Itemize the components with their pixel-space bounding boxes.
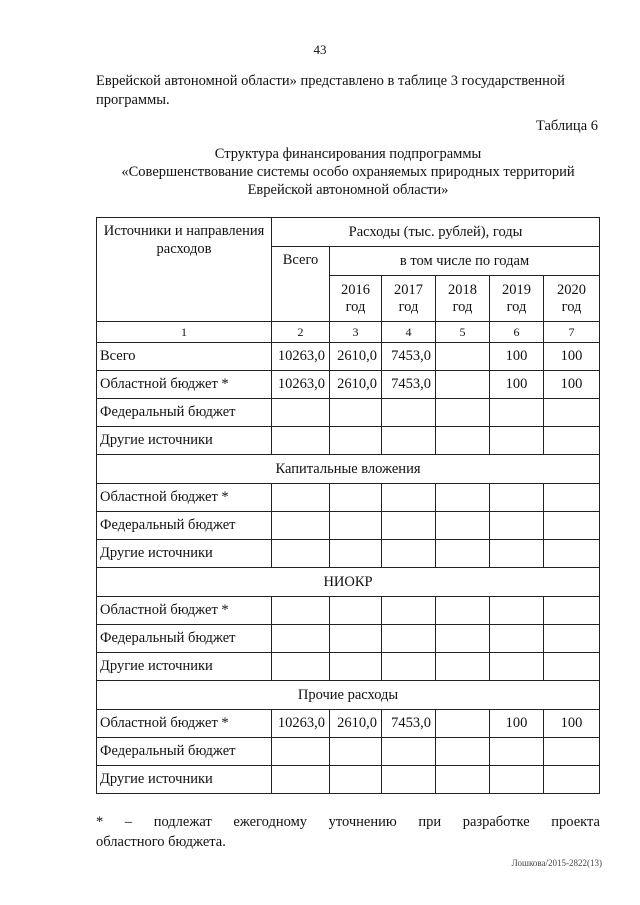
table-cell: [544, 766, 600, 794]
table-row: [97, 427, 600, 455]
column-numbers-row: [97, 322, 600, 343]
table-cell: [272, 625, 330, 653]
table-cell: [490, 738, 544, 766]
footnote-word: подлежат: [153, 814, 212, 830]
column-number: 2: [272, 322, 330, 343]
table-cell: [436, 597, 490, 625]
financing-table: [96, 217, 600, 794]
table-cell: [544, 625, 600, 653]
caption-line: Структура финансирования подпрограммы: [214, 146, 482, 162]
table-cell: [382, 653, 436, 681]
footnote-word: при: [418, 814, 442, 830]
header-expenses: Расходы (тыс. рублей), годы: [272, 218, 600, 247]
column-number: 5: [436, 322, 490, 343]
table-cell: 10263,0: [272, 710, 330, 738]
footnote-line: областного бюджета.: [96, 834, 226, 850]
table-cell: [272, 484, 330, 512]
table-cell: [382, 625, 436, 653]
header-year: 2020 год: [544, 276, 600, 322]
header-year: 2016 год: [330, 276, 382, 322]
table-cell: [544, 512, 600, 540]
table-row: [97, 371, 600, 399]
table-cell: 7453,0: [382, 343, 436, 371]
table-cell: [330, 625, 382, 653]
table-cell: 100: [544, 710, 600, 738]
table-cell: [330, 427, 382, 455]
table-cell: [544, 597, 600, 625]
table-cell: [382, 540, 436, 568]
table-cell: [382, 484, 436, 512]
footnote-word: –: [124, 814, 133, 830]
table-cell: 100: [544, 343, 600, 371]
table-cell: [436, 399, 490, 427]
table-label: Таблица 6: [535, 118, 598, 134]
column-number: 6: [490, 322, 544, 343]
table-cell: [436, 653, 490, 681]
table-cell: [272, 540, 330, 568]
header-total: Всего: [272, 247, 330, 322]
table-cell: 2610,0: [330, 371, 382, 399]
table-cell: 10263,0: [272, 371, 330, 399]
table-cell: [330, 653, 382, 681]
footnote-word: уточнению: [328, 814, 397, 830]
table-cell: [382, 597, 436, 625]
column-number: 3: [330, 322, 382, 343]
table-cell: 100: [544, 371, 600, 399]
intro-line: программы.: [96, 92, 170, 108]
table-row: [97, 597, 600, 625]
table-cell: [272, 427, 330, 455]
row-label: Областной бюджет *: [97, 371, 272, 399]
table-cell: 100: [490, 371, 544, 399]
table-row: [97, 484, 600, 512]
table-cell: 7453,0: [382, 710, 436, 738]
footnote-word: проекта: [551, 814, 600, 830]
footnote-line: [96, 812, 600, 832]
table-cell: 2610,0: [330, 343, 382, 371]
table-cell: [436, 427, 490, 455]
table-cell: [544, 399, 600, 427]
row-label: Другие источники: [97, 540, 272, 568]
table-cell: [272, 653, 330, 681]
header-year: 2019 год: [490, 276, 544, 322]
table-row: [97, 540, 600, 568]
table-row: [97, 653, 600, 681]
table-cell: [330, 399, 382, 427]
table-cell: [272, 399, 330, 427]
intro-line: Еврейской автономной области» представлено в таблице 3 государственной: [96, 73, 565, 89]
table-cell: [330, 738, 382, 766]
row-label: Другие источники: [97, 653, 272, 681]
section-header-row: [97, 455, 600, 484]
table-cell: [330, 484, 382, 512]
caption-line: «Совершенствование системы особо охраняемых природных территорий: [121, 164, 575, 180]
row-label: Областной бюджет *: [97, 597, 272, 625]
table-row: [97, 625, 600, 653]
table-cell: [490, 484, 544, 512]
table-cell: [382, 766, 436, 794]
table-cell: [436, 512, 490, 540]
table-cell: [490, 512, 544, 540]
table-cell: 7453,0: [382, 371, 436, 399]
table-cell: [272, 738, 330, 766]
document-stamp: Лошкова/2015-2822(13): [511, 858, 602, 868]
table-cell: [436, 625, 490, 653]
table-cell: [382, 738, 436, 766]
table-cell: [272, 766, 330, 794]
header-source: Источники и направления расходов: [97, 218, 272, 322]
table-caption: [96, 145, 600, 199]
row-label: Федеральный бюджет: [97, 738, 272, 766]
table-row: [97, 766, 600, 794]
table-cell: [436, 738, 490, 766]
row-label: Другие источники: [97, 427, 272, 455]
table-cell: [544, 653, 600, 681]
row-label: Областной бюджет *: [97, 484, 272, 512]
table-cell: [436, 710, 490, 738]
table-row: [97, 710, 600, 738]
header-by-years: в том числе по годам: [330, 247, 600, 276]
table-cell: [436, 540, 490, 568]
table-cell: [436, 484, 490, 512]
header-year: 2018 год: [436, 276, 490, 322]
table-cell: [272, 597, 330, 625]
row-label: Всего: [97, 343, 272, 371]
table-cell: 10263,0: [272, 343, 330, 371]
table-cell: [544, 738, 600, 766]
table-cell: [490, 597, 544, 625]
table-cell: [330, 597, 382, 625]
table-cell: [490, 540, 544, 568]
header-year: 2017 год: [382, 276, 436, 322]
caption-line: Еврейской автономной области»: [247, 182, 449, 198]
footnote-word: разработке: [462, 814, 530, 830]
table-cell: [490, 625, 544, 653]
row-label: Федеральный бюджет: [97, 399, 272, 427]
table-cell: 2610,0: [330, 710, 382, 738]
table-row: [97, 738, 600, 766]
table-row: [97, 399, 600, 427]
table-cell: [436, 371, 490, 399]
table-row: [97, 343, 600, 371]
table-cell: [382, 399, 436, 427]
table-cell: [382, 427, 436, 455]
section-header-row: [97, 681, 600, 710]
column-number: 1: [97, 322, 272, 343]
table-cell: 100: [490, 710, 544, 738]
table-cell: [490, 653, 544, 681]
footnote-word: ежегодному: [233, 814, 307, 830]
intro-paragraph: [96, 72, 600, 110]
footnote-word: *: [96, 814, 104, 830]
row-label: Федеральный бюджет: [97, 625, 272, 653]
section-title: НИОКР: [97, 568, 600, 597]
table-cell: [272, 512, 330, 540]
column-number: 4: [382, 322, 436, 343]
table-cell: [382, 512, 436, 540]
row-label: Областной бюджет *: [97, 710, 272, 738]
table-cell: [330, 540, 382, 568]
table-cell: [544, 540, 600, 568]
table-cell: [436, 343, 490, 371]
row-label: Федеральный бюджет: [97, 512, 272, 540]
table-cell: [330, 766, 382, 794]
table-cell: [544, 484, 600, 512]
row-label: Другие источники: [97, 766, 272, 794]
table-cell: [490, 427, 544, 455]
table-cell: [436, 766, 490, 794]
table-cell: [330, 512, 382, 540]
table-cell: [544, 427, 600, 455]
table-cell: [490, 766, 544, 794]
section-title: Прочие расходы: [97, 681, 600, 710]
table-cell: [490, 399, 544, 427]
page-number: 43: [313, 42, 327, 57]
section-header-row: [97, 568, 600, 597]
section-title: Капитальные вложения: [97, 455, 600, 484]
footnote: [96, 812, 600, 852]
table-row: [97, 512, 600, 540]
column-number: 7: [544, 322, 600, 343]
table-cell: 100: [490, 343, 544, 371]
